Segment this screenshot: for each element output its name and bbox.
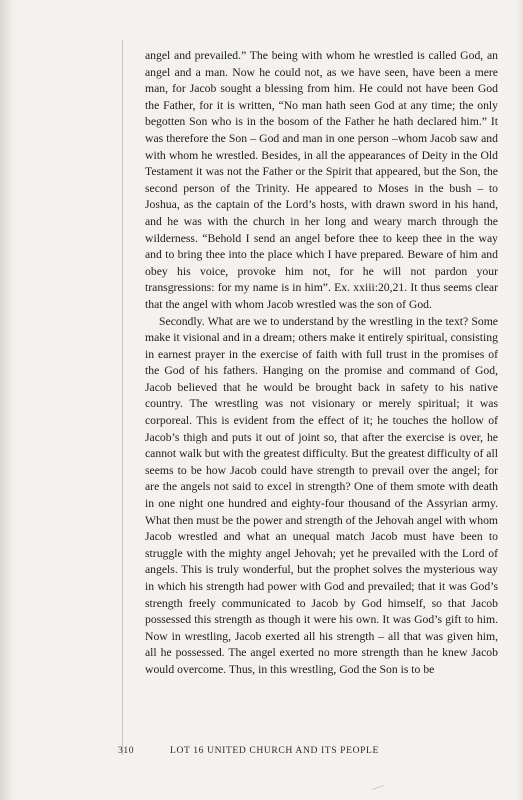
scan-shadow-left [0, 0, 14, 800]
paragraph-2: Secondly. What are we to understand by the wrestling in the text? Some make it visional and in a dream; others make it entirely spiritual, consisting in earnest prayer in the exercise of faith with full trust in the promises of the God of his fathers. Hanging on the promise and command of God, Jacob believed that he would be brought back in safety to his native country. The wrestling was not visionary or merely spiritual; it was corporeal. This is evident from the effect of it; he touches the hollow of Jacob’s thigh and puts it out of joint so, that after the exercise is over, he cannot walk but with the greatest difficulty. But the greatest difficulty of all seems to be how Jacob could have strength to prevail over the angel; for are the angels not said to excel in strength? One of them smote with death in one night one hundred and eighty-four thousand of the Assyrian army. What then must be the power and strength of the Jehovah angel with whom Jacob wrestled and what an unequal match Jacob must have been to struggle with the mighty angel Jehovah; yet he prevailed with the Lord of angels. This is truly wonderful, but the prophet solves the mysterious way in which his strength had power with God and prevailed; that it was God’s strength freely communicated to Jacob by God himself, so that Jacob possessed this strength as though it were his own. It was God’s gift to him. Now in wrestling, Jacob exerted all his strength – all that was given him, all he possessed. The angel exerted no more strength than he knew Jacob would overcome. Thus, in this wrestling, God the Son is to be [145, 314, 498, 676]
page-gutter-line [122, 40, 123, 755]
paragraph-1: angel and prevailed.” The being with whom he wrestled is called God, an angel and a man. Now he could not, as we have seen, have been a mere man, for Jacob sought a blessing from him. He could not have been God the Father, for it is written, “No man hath seen God at any time; the only begotten Son who is in the bosom of the Father he hath declared him.” It was therefore the Son – God and man in one person –whom Jacob saw and with whom he wrestled. Besides, in all the appearances of Deity in the Old Testament it was not the Father or the Spirit that appeared, but the Son, the second person of the Trinity. He appeared to Moses in the bush – to Joshua, as the captain of the Lord’s hosts, with drawn sword in his hand, and he was with the church in her long and weary march through the wilderness. “Behold I send an angel before thee to keep thee in the way and to bring thee into the place which I have prepared. Beware of him and obey his voice, provoke him not, for he will not pardon your transgressions: for my name is in him”. Ex. xxiii:20,21. It thus seems clear that the angel with whom Jacob wrestled was the son of God. [145, 49, 498, 311]
scan-shadow-right [517, 0, 523, 800]
running-head: LOT 16 UNITED CHURCH AND ITS PEOPLE [170, 745, 379, 756]
page-footer [118, 745, 498, 756]
body-text [145, 48, 498, 679]
page-number: 310 [118, 745, 135, 756]
scan-mark [372, 785, 384, 790]
